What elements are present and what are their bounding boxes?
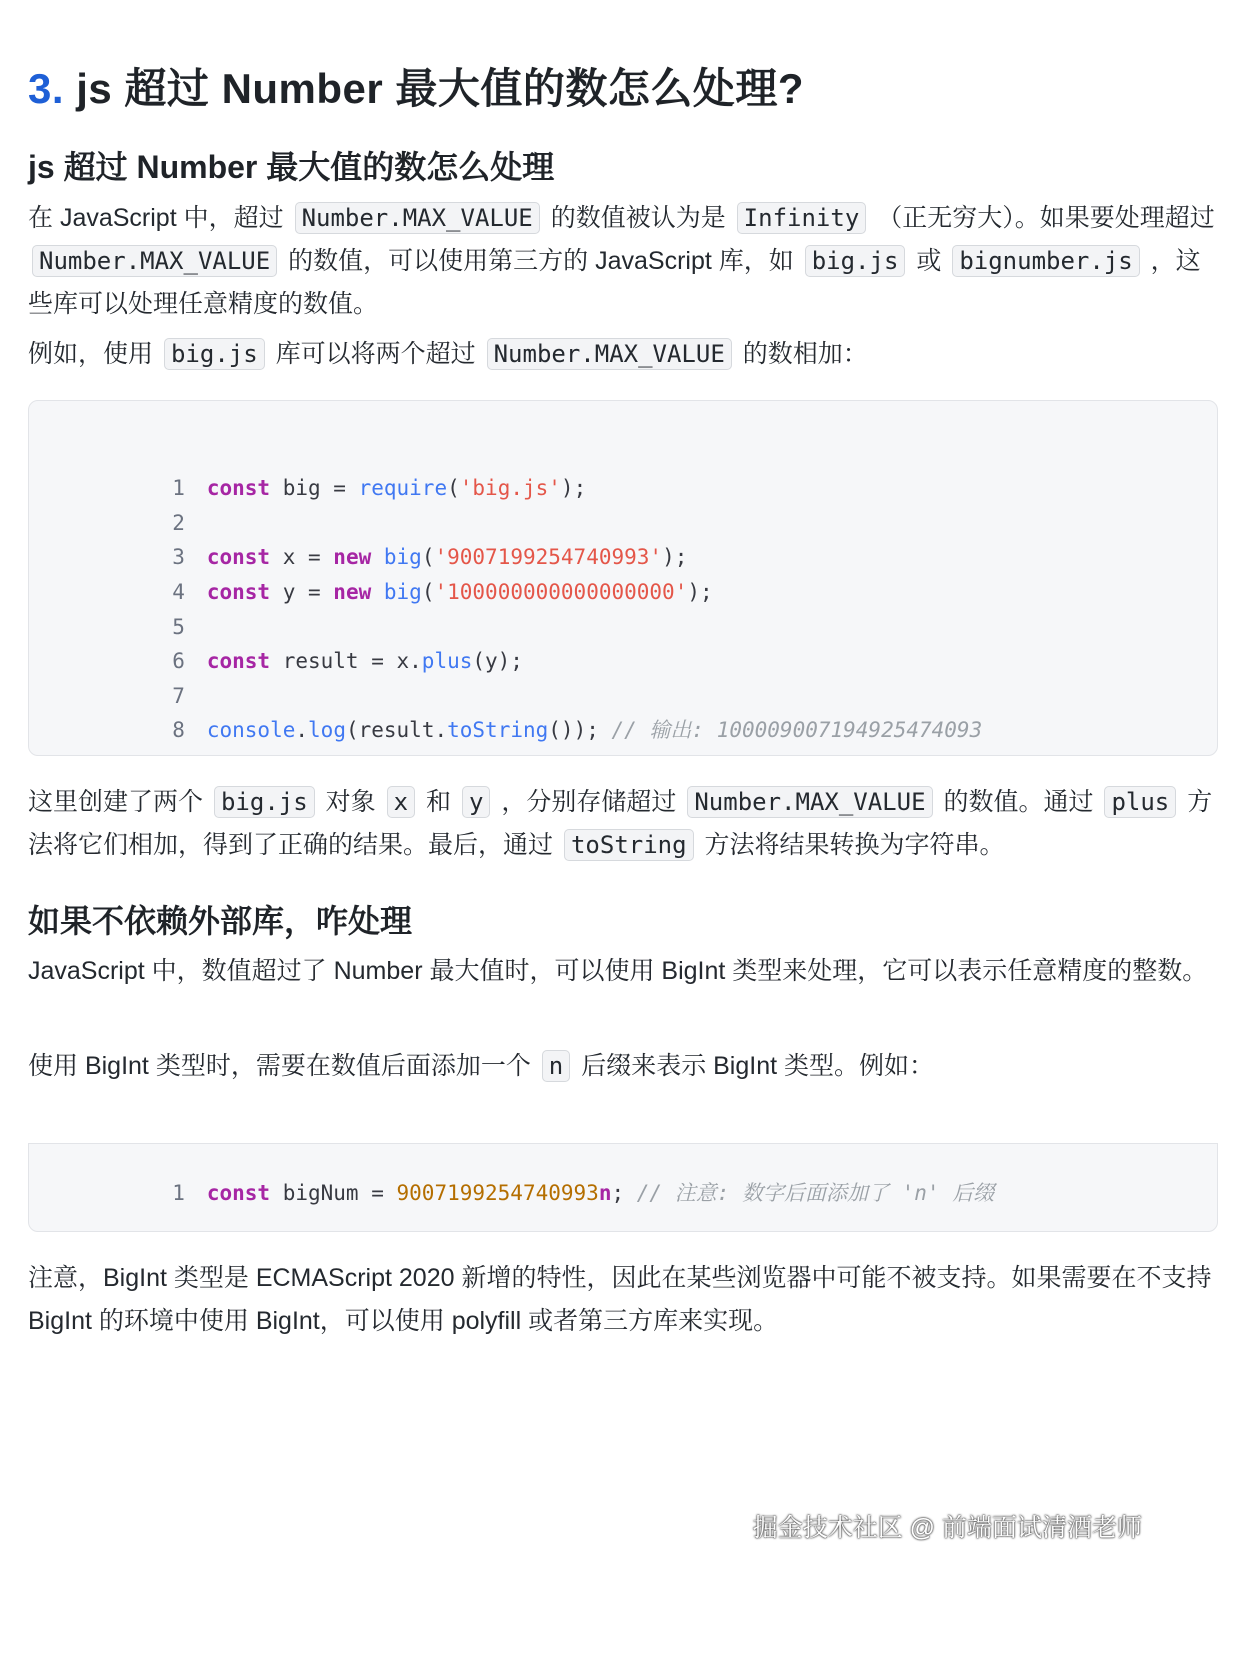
code-comment: // 注意: 数字后面添加了 'n' 后缀 xyxy=(636,1181,995,1205)
code-token: new xyxy=(333,545,372,569)
code-token: '9007199254740993' xyxy=(434,545,663,569)
title-text: js 超过 Number 最大值的数怎么处理? xyxy=(76,65,805,112)
text-span: 库可以将两个超过 xyxy=(275,340,476,368)
section1-paragraph-1 xyxy=(28,197,1218,326)
text-span: ，这些库可以处理任意精度的数值。 xyxy=(28,247,1201,318)
text-span: 对象 xyxy=(325,788,376,816)
code-token: const xyxy=(206,1181,271,1205)
line-number: 1 xyxy=(172,1181,185,1205)
code-token: 9007199254740993 xyxy=(396,1181,599,1205)
inline-code: plus xyxy=(1104,786,1176,818)
text-span: 后缀来表示 BigInt 类型。例如： xyxy=(581,1052,935,1080)
code-token: x = xyxy=(270,545,334,569)
code-token: log xyxy=(308,718,346,742)
code-line xyxy=(29,651,207,708)
section1-paragraph-2 xyxy=(28,333,1218,376)
section1-paragraph-3 xyxy=(28,781,1218,867)
line-number: 3 xyxy=(172,545,185,569)
line-number: 1 xyxy=(172,476,185,500)
code-token: console xyxy=(206,718,296,742)
code-block-bigint[interactable] xyxy=(28,1143,1218,1232)
section2-paragraph-1: JavaScript 中，数值超过了 Number 最大值时，可以使用 BigInt 类型来处理，它可以表示任意精度的整数。 xyxy=(28,957,1208,985)
inline-code: Number.MAX_VALUE xyxy=(32,245,277,277)
inline-code: toString xyxy=(564,829,694,861)
code-line xyxy=(29,1148,995,1205)
inline-code: Number.MAX_VALUE xyxy=(295,202,540,234)
inline-code: Infinity xyxy=(737,202,867,234)
code-token: ()); xyxy=(548,718,612,742)
code-token: (y); xyxy=(472,649,523,673)
text-span: （正无穷大）。如果要处理超过 xyxy=(877,204,1215,232)
line-number: 4 xyxy=(172,580,185,604)
page-title xyxy=(28,56,804,116)
inline-code: n xyxy=(542,1050,570,1082)
code-line xyxy=(29,478,207,535)
inline-code: x xyxy=(387,786,415,818)
text-span: 和 xyxy=(426,788,452,816)
line-number: 8 xyxy=(172,718,185,742)
code-token: const xyxy=(206,476,271,500)
inline-code: Number.MAX_VALUE xyxy=(487,338,732,370)
section2-paragraph-2 xyxy=(28,1045,1218,1088)
code-line xyxy=(29,512,688,569)
text-span: 方法将结果转换为字符串。 xyxy=(704,831,1005,859)
code-token: n xyxy=(598,1181,612,1205)
text-span: 的数值。通过 xyxy=(943,788,1094,816)
text-span: 这里创建了两个 xyxy=(28,788,204,816)
code-token: result = x. xyxy=(270,649,422,673)
text-span: 的数值，可以使用第三方的 JavaScript 库，如 xyxy=(288,247,794,275)
section2-heading: 如果不依赖外部库，咋处理 xyxy=(28,903,413,939)
code-line xyxy=(29,616,523,673)
text-span: 使用 BigInt 类型时，需要在数值后面添加一个 xyxy=(28,1052,531,1080)
text-span: 方法将它们相加，得到了正确的结果。最后，通过 xyxy=(28,788,1213,859)
inline-code: big.js xyxy=(214,786,315,818)
code-token: const xyxy=(206,545,271,569)
code-block-bigjs[interactable] xyxy=(28,400,1218,756)
code-token: new xyxy=(333,580,372,604)
code-token: ); xyxy=(687,580,713,604)
code-token: '100000000000000000' xyxy=(434,580,688,604)
inline-code: bignumber.js xyxy=(952,245,1139,277)
text-span: 的数相加： xyxy=(742,340,868,368)
code-token: big xyxy=(383,580,422,604)
code-token: big xyxy=(383,545,422,569)
code-token: plus xyxy=(421,649,473,673)
text-span: ，分别存储超过 xyxy=(501,788,677,816)
code-token: ); xyxy=(662,545,688,569)
code-token: ( xyxy=(421,580,435,604)
code-token: const xyxy=(206,580,271,604)
code-token: ( xyxy=(421,545,435,569)
code-token: ; xyxy=(611,1181,637,1205)
inline-code: y xyxy=(462,786,490,818)
line-number: 5 xyxy=(172,615,185,639)
code-token: ); xyxy=(560,476,587,500)
title-number: 3. xyxy=(28,65,65,112)
code-token: require xyxy=(358,476,448,500)
code-token xyxy=(371,580,384,604)
code-token: big = xyxy=(270,476,359,500)
code-line xyxy=(29,685,983,742)
code-comment: // 输出: 100009007194925474093 xyxy=(611,718,983,742)
code-token: . xyxy=(295,718,309,742)
text-span: 或 xyxy=(916,247,942,275)
section1-heading: js 超过 Number 最大值的数怎么处理 xyxy=(28,149,555,185)
code-token: toString xyxy=(447,718,549,742)
line-number: 7 xyxy=(172,684,185,708)
code-token: bigNum = xyxy=(270,1181,397,1205)
inline-code: Number.MAX_VALUE xyxy=(687,786,932,818)
section2-paragraph-3: 注意，BigInt 类型是 ECMAScript 2020 新增的特性，因此在某些浏览器中可能不被支持。如果需要在不支持 BigInt 的环境中使用 BigInt，可以使用 polyfill 或者第三方库来实现。 xyxy=(28,1264,1212,1335)
inline-code: big.js xyxy=(164,338,265,370)
text-span: 在 JavaScript 中，超过 xyxy=(28,204,284,232)
code-token: 'big.js' xyxy=(459,476,561,500)
code-line xyxy=(29,443,587,500)
line-number: 6 xyxy=(172,649,185,673)
code-token: (result. xyxy=(345,718,448,742)
code-token: ( xyxy=(447,476,460,500)
text-span: 例如，使用 xyxy=(28,340,154,368)
inline-code: big.js xyxy=(805,245,906,277)
line-number: 2 xyxy=(172,511,185,535)
code-token: const xyxy=(206,649,271,673)
code-line xyxy=(29,547,713,604)
code-line xyxy=(29,582,207,639)
code-token: y = xyxy=(270,580,334,604)
text-span: 的数值被认为是 xyxy=(550,204,726,232)
watermark: 掘金技术社区 @ 前端面试清酒老师 xyxy=(752,1514,1142,1542)
